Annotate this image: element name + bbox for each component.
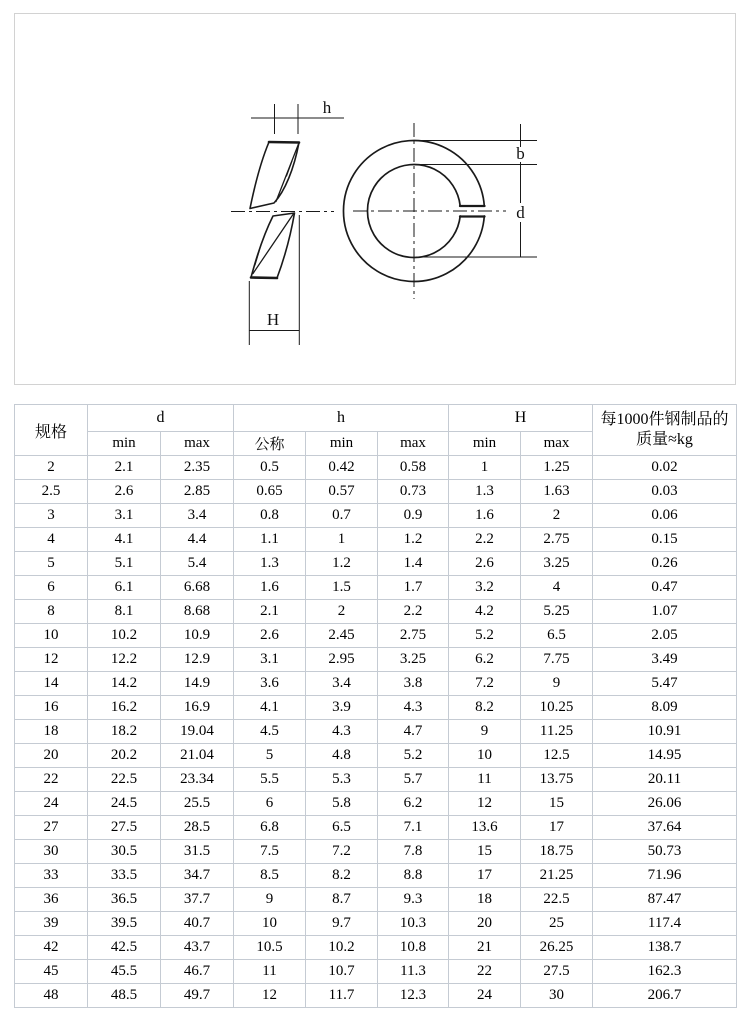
table-cell: 13.75 [521, 768, 593, 792]
table-row [15, 576, 737, 600]
table-cell: 5.2 [449, 624, 521, 648]
table-cell: 34.7 [161, 864, 234, 888]
table-row [15, 792, 737, 816]
table-cell: 2.6 [449, 552, 521, 576]
table-row [15, 648, 737, 672]
table-row [15, 720, 737, 744]
table-cell: 24 [449, 984, 521, 1008]
spring-washer-drawing [15, 14, 735, 384]
table-cell: 3.9 [306, 696, 378, 720]
table-cell: 7.5 [234, 840, 306, 864]
table-cell: 30 [15, 840, 88, 864]
table-row [15, 768, 737, 792]
table-cell: 0.03 [593, 480, 737, 504]
table-cell: 8.68 [161, 600, 234, 624]
table-cell: 37.7 [161, 888, 234, 912]
table-cell: 5.8 [306, 792, 378, 816]
front-view-centerlines [353, 123, 506, 299]
table-cell: 26.25 [521, 936, 593, 960]
table-cell: 14.2 [88, 672, 161, 696]
spec-table-head [15, 405, 737, 456]
table-cell: 2.95 [306, 648, 378, 672]
table-cell: 9.3 [378, 888, 449, 912]
table-row [15, 624, 737, 648]
table-cell: 45.5 [88, 960, 161, 984]
table-cell: 48 [15, 984, 88, 1008]
table-cell: 11.25 [521, 720, 593, 744]
table-cell: 21 [449, 936, 521, 960]
table-cell: 0.15 [593, 528, 737, 552]
table-cell: 0.7 [306, 504, 378, 528]
table-cell: 162.3 [593, 960, 737, 984]
table-cell: 2.6 [88, 480, 161, 504]
table-cell: 9 [234, 888, 306, 912]
table-cell: 10.2 [306, 936, 378, 960]
table-cell: 0.65 [234, 480, 306, 504]
table-cell: 5.4 [161, 552, 234, 576]
table-cell: 3.1 [234, 648, 306, 672]
table-cell: 5.3 [306, 768, 378, 792]
table-cell: 10.2 [88, 624, 161, 648]
table-cell: 2 [521, 504, 593, 528]
table-cell: 0.06 [593, 504, 737, 528]
spec-table-body [15, 456, 737, 1008]
table-cell: 206.7 [593, 984, 737, 1008]
table-cell: 10.91 [593, 720, 737, 744]
table-cell: 10.9 [161, 624, 234, 648]
table-cell: 31.5 [161, 840, 234, 864]
table-cell: 10 [449, 744, 521, 768]
table-cell: 7.8 [378, 840, 449, 864]
table-cell: 27 [15, 816, 88, 840]
table-cell: 17 [521, 816, 593, 840]
table-cell: 49.7 [161, 984, 234, 1008]
header-mass-line1: 每1000件钢制品的 [600, 411, 729, 428]
table-cell: 1.6 [449, 504, 521, 528]
table-cell: 4 [15, 528, 88, 552]
table-row [15, 672, 737, 696]
table-cell: 2 [15, 456, 88, 480]
table-row [15, 840, 737, 864]
header-H-min: min [449, 432, 521, 456]
table-cell: 11 [449, 768, 521, 792]
table-row [15, 480, 737, 504]
table-cell: 22.5 [521, 888, 593, 912]
table-cell: 5 [234, 744, 306, 768]
table-cell: 0.57 [306, 480, 378, 504]
table-cell: 5.7 [378, 768, 449, 792]
table-cell: 1.7 [378, 576, 449, 600]
spec-table [14, 404, 737, 1008]
H-dimension-label: H [266, 310, 280, 329]
table-cell: 18 [15, 720, 88, 744]
side-view-bottom-edge [251, 278, 277, 279]
table-cell: 4.1 [88, 528, 161, 552]
table-row [15, 912, 737, 936]
table-cell: 87.47 [593, 888, 737, 912]
table-row [15, 528, 737, 552]
table-cell: 30 [521, 984, 593, 1008]
table-cell: 1.6 [234, 576, 306, 600]
table-cell: 8.8 [378, 864, 449, 888]
table-cell: 4.7 [378, 720, 449, 744]
table-row [15, 552, 737, 576]
table-cell: 4 [521, 576, 593, 600]
b-dimension-label: b [516, 144, 525, 163]
table-row [15, 864, 737, 888]
technical-drawing-panel [14, 13, 736, 385]
table-cell: 9 [521, 672, 593, 696]
table-cell: 7.2 [306, 840, 378, 864]
table-cell: 13.6 [449, 816, 521, 840]
table-cell: 45 [15, 960, 88, 984]
table-cell: 39 [15, 912, 88, 936]
table-cell: 1.3 [449, 480, 521, 504]
table-cell: 8.1 [88, 600, 161, 624]
table-cell: 39.5 [88, 912, 161, 936]
table-cell: 1.3 [234, 552, 306, 576]
table-cell: 3.4 [306, 672, 378, 696]
table-cell: 30.5 [88, 840, 161, 864]
table-cell: 5.25 [521, 600, 593, 624]
table-row [15, 960, 737, 984]
table-cell: 2.5 [15, 480, 88, 504]
table-cell: 138.7 [593, 936, 737, 960]
table-cell: 6.5 [306, 816, 378, 840]
table-cell: 10 [15, 624, 88, 648]
table-cell: 24.5 [88, 792, 161, 816]
table-cell: 46.7 [161, 960, 234, 984]
header-d: d [88, 405, 234, 432]
table-cell: 4.2 [449, 600, 521, 624]
header-h: h [234, 405, 449, 432]
table-cell: 0.5 [234, 456, 306, 480]
table-cell: 2.05 [593, 624, 737, 648]
table-cell: 17 [449, 864, 521, 888]
table-cell: 6.8 [234, 816, 306, 840]
table-cell: 24 [15, 792, 88, 816]
table-cell: 12 [449, 792, 521, 816]
table-cell: 2.1 [234, 600, 306, 624]
table-cell: 6.68 [161, 576, 234, 600]
table-cell: 3.25 [521, 552, 593, 576]
table-cell: 0.02 [593, 456, 737, 480]
table-cell: 4.1 [234, 696, 306, 720]
table-cell: 10.3 [378, 912, 449, 936]
table-cell: 8.5 [234, 864, 306, 888]
table-cell: 22 [15, 768, 88, 792]
table-cell: 12 [234, 984, 306, 1008]
h-dimension-label: h [322, 98, 332, 117]
table-cell: 21.25 [521, 864, 593, 888]
table-cell: 2.2 [449, 528, 521, 552]
table-cell: 5.2 [378, 744, 449, 768]
table-cell: 22.5 [88, 768, 161, 792]
table-row [15, 936, 737, 960]
table-cell: 117.4 [593, 912, 737, 936]
header-H-max: max [521, 432, 593, 456]
table-cell: 0.73 [378, 480, 449, 504]
table-cell: 5.5 [234, 768, 306, 792]
table-cell: 11 [234, 960, 306, 984]
table-cell: 22 [449, 960, 521, 984]
table-cell: 43.7 [161, 936, 234, 960]
table-cell: 27.5 [521, 960, 593, 984]
table-cell: 6.1 [88, 576, 161, 600]
table-cell: 14 [15, 672, 88, 696]
header-d-max: max [161, 432, 234, 456]
header-h-min: min [306, 432, 378, 456]
table-cell: 4.4 [161, 528, 234, 552]
table-cell: 14.95 [593, 744, 737, 768]
table-cell: 3.6 [234, 672, 306, 696]
header-mass [593, 405, 737, 456]
table-row [15, 600, 737, 624]
table-cell: 15 [449, 840, 521, 864]
table-cell: 9 [449, 720, 521, 744]
table-cell: 0.47 [593, 576, 737, 600]
table-cell: 18 [449, 888, 521, 912]
table-cell: 8.2 [306, 864, 378, 888]
table-cell: 18.2 [88, 720, 161, 744]
table-row [15, 816, 737, 840]
table-cell: 20.11 [593, 768, 737, 792]
table-cell: 0.58 [378, 456, 449, 480]
table-cell: 6 [15, 576, 88, 600]
table-row [15, 504, 737, 528]
table-cell: 1 [306, 528, 378, 552]
table-cell: 4.3 [306, 720, 378, 744]
table-row [15, 744, 737, 768]
table-cell: 7.1 [378, 816, 449, 840]
table-cell: 2.75 [521, 528, 593, 552]
table-cell: 33 [15, 864, 88, 888]
table-cell: 10.25 [521, 696, 593, 720]
header-spec: 规格 [15, 405, 88, 456]
table-cell: 3.49 [593, 648, 737, 672]
header-H: H [449, 405, 593, 432]
table-cell: 0.9 [378, 504, 449, 528]
table-cell: 3.4 [161, 504, 234, 528]
table-cell: 20 [15, 744, 88, 768]
table-cell: 16.2 [88, 696, 161, 720]
table-cell: 8 [15, 600, 88, 624]
side-view-group [250, 142, 299, 278]
table-cell: 15 [521, 792, 593, 816]
table-cell: 11.7 [306, 984, 378, 1008]
table-cell: 40.7 [161, 912, 234, 936]
table-cell: 28.5 [161, 816, 234, 840]
table-cell: 18.75 [521, 840, 593, 864]
table-cell: 0.26 [593, 552, 737, 576]
table-cell: 50.73 [593, 840, 737, 864]
table-cell: 2.45 [306, 624, 378, 648]
table-cell: 1 [449, 456, 521, 480]
table-cell: 20.2 [88, 744, 161, 768]
table-cell: 5 [15, 552, 88, 576]
table-cell: 6 [234, 792, 306, 816]
side-view-top-edge [269, 142, 299, 143]
table-cell: 42 [15, 936, 88, 960]
table-cell: 21.04 [161, 744, 234, 768]
table-cell: 11.3 [378, 960, 449, 984]
table-cell: 12 [15, 648, 88, 672]
table-cell: 10.7 [306, 960, 378, 984]
table-cell: 1.07 [593, 600, 737, 624]
table-cell: 8.09 [593, 696, 737, 720]
table-cell: 19.04 [161, 720, 234, 744]
table-cell: 16.9 [161, 696, 234, 720]
table-cell: 5.47 [593, 672, 737, 696]
table-cell: 12.5 [521, 744, 593, 768]
table-cell: 71.96 [593, 864, 737, 888]
table-cell: 1.5 [306, 576, 378, 600]
table-cell: 2.85 [161, 480, 234, 504]
table-cell: 3.1 [88, 504, 161, 528]
table-cell: 2.2 [378, 600, 449, 624]
table-cell: 20 [449, 912, 521, 936]
table-cell: 36 [15, 888, 88, 912]
side-view-upper-blade [250, 142, 299, 209]
table-row [15, 456, 737, 480]
table-cell: 10 [234, 912, 306, 936]
table-cell: 7.75 [521, 648, 593, 672]
table-cell: 48.5 [88, 984, 161, 1008]
table-cell: 6.2 [378, 792, 449, 816]
table-cell: 10.8 [378, 936, 449, 960]
table-cell: 2 [306, 600, 378, 624]
table-cell: 1.4 [378, 552, 449, 576]
table-cell: 25 [521, 912, 593, 936]
table-cell: 1.2 [378, 528, 449, 552]
header-mass-line2: 质量≈kg [636, 431, 693, 448]
table-cell: 0.8 [234, 504, 306, 528]
table-cell: 5.1 [88, 552, 161, 576]
table-cell: 26.06 [593, 792, 737, 816]
table-cell: 4.8 [306, 744, 378, 768]
table-cell: 3.8 [378, 672, 449, 696]
table-cell: 2.75 [378, 624, 449, 648]
table-cell: 3.2 [449, 576, 521, 600]
table-cell: 3 [15, 504, 88, 528]
table-cell: 7.2 [449, 672, 521, 696]
table-row [15, 984, 737, 1008]
table-cell: 2.1 [88, 456, 161, 480]
header-d-min: min [88, 432, 161, 456]
table-cell: 8.7 [306, 888, 378, 912]
table-cell: 1.1 [234, 528, 306, 552]
table-cell: 12.9 [161, 648, 234, 672]
table-cell: 3.25 [378, 648, 449, 672]
table-cell: 1.63 [521, 480, 593, 504]
table-cell: 2.6 [234, 624, 306, 648]
table-cell: 33.5 [88, 864, 161, 888]
header-h-nominal: 公称 [234, 432, 306, 456]
table-row [15, 888, 737, 912]
table-cell: 36.5 [88, 888, 161, 912]
table-cell: 16 [15, 696, 88, 720]
table-cell: 37.64 [593, 816, 737, 840]
table-cell: 1.25 [521, 456, 593, 480]
table-cell: 4.3 [378, 696, 449, 720]
d-dimension-label: d [516, 203, 525, 222]
header-h-max: max [378, 432, 449, 456]
table-cell: 27.5 [88, 816, 161, 840]
table-row [15, 696, 737, 720]
table-cell: 2.35 [161, 456, 234, 480]
table-cell: 25.5 [161, 792, 234, 816]
table-cell: 42.5 [88, 936, 161, 960]
table-cell: 6.2 [449, 648, 521, 672]
table-cell: 12.3 [378, 984, 449, 1008]
table-cell: 10.5 [234, 936, 306, 960]
table-cell: 23.34 [161, 768, 234, 792]
table-cell: 8.2 [449, 696, 521, 720]
table-cell: 1.2 [306, 552, 378, 576]
table-cell: 0.42 [306, 456, 378, 480]
table-cell: 14.9 [161, 672, 234, 696]
table-cell: 9.7 [306, 912, 378, 936]
table-cell: 4.5 [234, 720, 306, 744]
table-cell: 6.5 [521, 624, 593, 648]
table-cell: 12.2 [88, 648, 161, 672]
header-row-1 [15, 405, 737, 432]
